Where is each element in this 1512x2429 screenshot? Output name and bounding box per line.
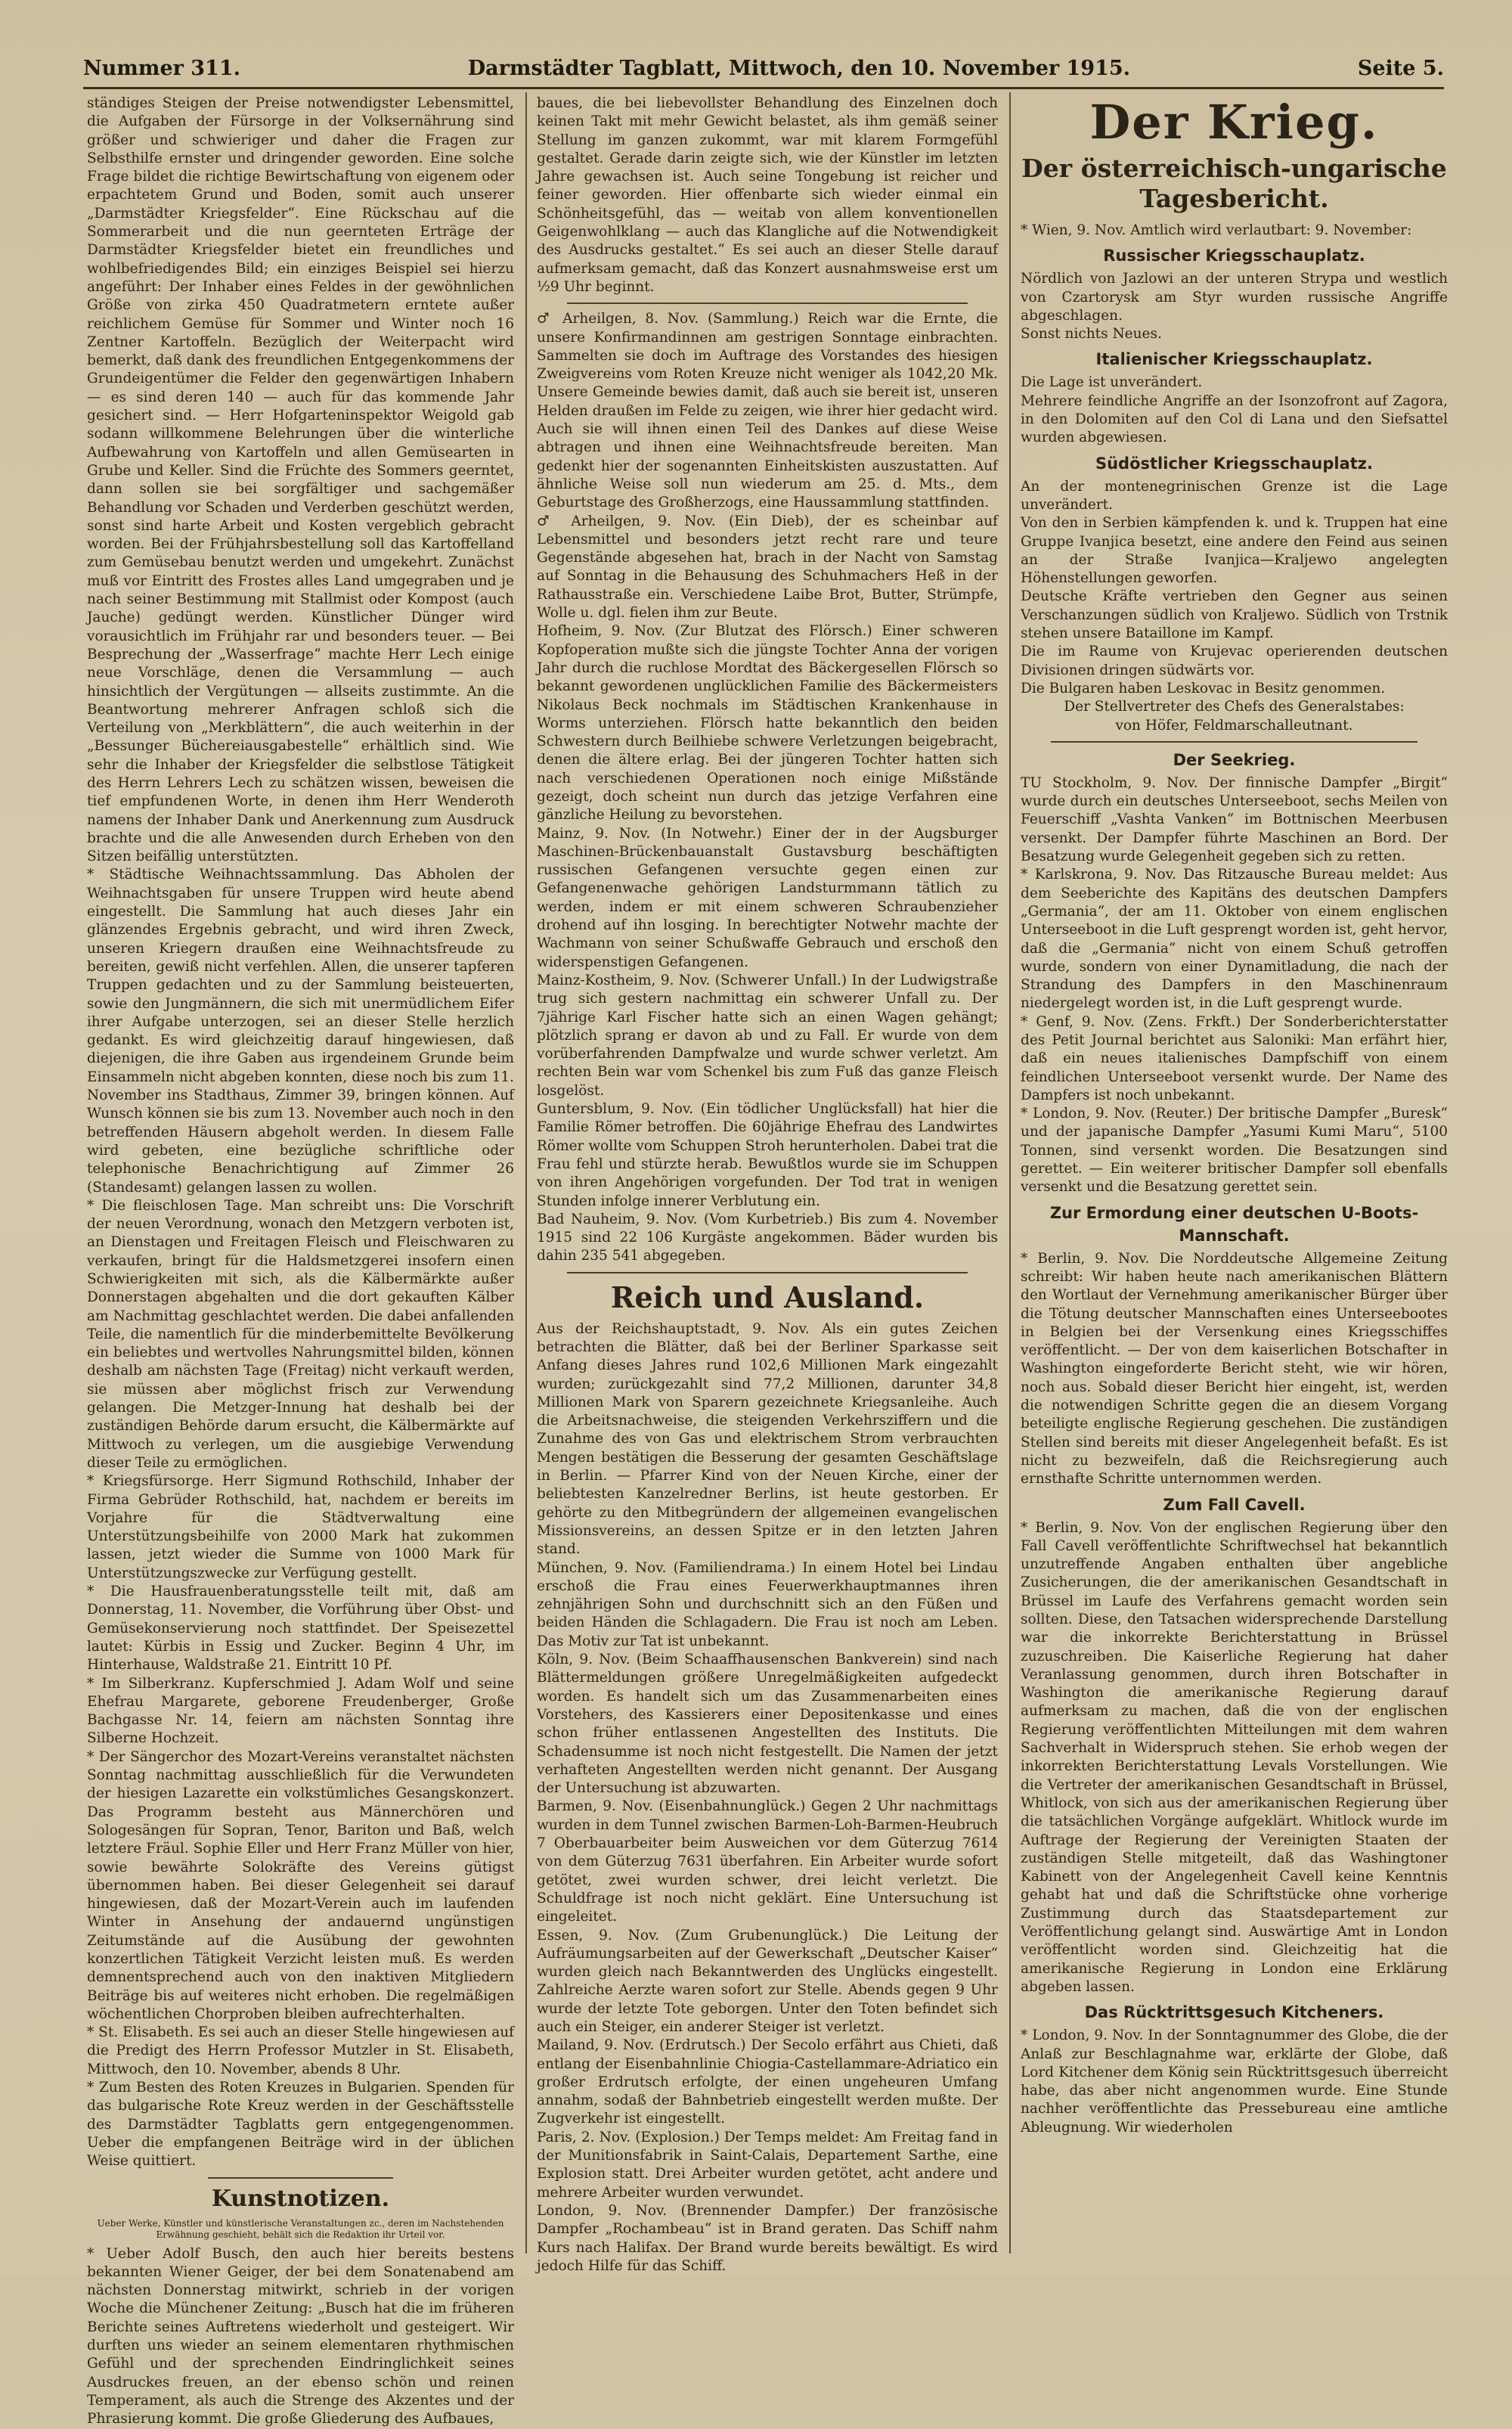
article-weihnachtssammlung: * Städtische Weihnachtssammlung. Das Abholen der Weihnachtsgaben für unsere Truppen wird heute abend eingestellt. Die Sammlung hat auch dieses Jahr ein glänzendes Ergebnis gebracht, und wird ihren Zweck, unseren Kriegern draußen eine Weihnachtsfreude zu bereiten, gewiß nicht verfehlen. Allen, die unserer tapferen Truppen gedachten und zu der Sammlung beisteuerten, sowie den Jungmännern, die sich mit unermüdlichem Eifer ihrer Aufgabe unterzogen, sei an dieser Stelle herzlich gedankt. Es wird gleichzeitig darauf hingewiesen, daß diejenigen, die ihre Gaben aus irgendeinem Grunde beim Einsammeln nicht abgeben konnten, diese noch bis zum 11. November ins Stadthaus, Zimmer 39, bringen können. Auf Wunsch können sie bis zum 13. November auch noch in den betreffenden Häusern abgeholt werden. In diesem Falle wird gebeten, eine bezügliche schriftliche oder telephonische Benachrichtigung auf Zimmer 26 (Standesamt) gelangen lassen zu wollen. [87, 867, 514, 1196]
report-italien-2: Mehrere feindliche Angriffe an der Isonzofront auf Zagora, in den Dolomiten auf den Col di Lana und den Siefsattel wurden abgewiesen. [1021, 392, 1448, 446]
headline-der-krieg: Der Krieg. [1089, 95, 1379, 150]
article-paris: Paris, 2. Nov. (Explosion.) Der Temps meldet: Am Freitag fand in der Munitionsfabrik in Saint-Calais, Departement Sarthe, eine Explosion statt. Drei Arbeiter wurden getötet, acht andere und mehrere Arbeiter wurden verwundet. [537, 2129, 998, 2201]
report-russland: Nördlich von Jazlowi an der unteren Strypa und westlich von Czartorysk am Styr wurden russische Angriffe abgeschlagen. [1021, 271, 1448, 324]
report-intro: * Wien, 9. Nov. Amtlich wird verlautbart: 9. November: [1021, 222, 1412, 238]
article-kitchener: * London, 9. Nov. In der Sonntagnummer des Globe, die der Anlaß zur Beschlagnahme war, erklärte der Globe, daß Lord Kitchener dem König sein Rücktrittsgesuch überreicht habe, das aber nicht angenommen wurde. Eine Stunde nachher veröffentlichte das Pressebureau eine amtliche Ableugnung. Wir wiederholen [1021, 2027, 1448, 2136]
column-rule-2 [1009, 92, 1011, 2254]
article-berlin-norddeutsche: * Berlin, 9. Nov. Die Norddeutsche Allgemeine Zeitung schreibt: Wir haben heute nach amerikanischen Blättern den Wortlaut der Vernehmung amerikanischer Bürger über die Tötung deutscher Mannschaften eines Unterseebootes in Belgien bei der Versenkung eines Kriegsschiffes veröffentlicht. — Der von dem kaiserlichen Botschafter in Washington eingeforderte Bericht steht, wie wir hören, noch aus. Sobald dieser Bericht hier eingeht, ist, werden die notwendigen Schritte gegen die an diesem Vorgang beteiligte englische Regierung geschehen. Die zuständigen Stellen sind bereits mit dieser Angelegenheit befaßt. Es ist nicht zu bezweifeln, daß die Reichsregierung auch ernsthafte Schritte unternommen werden. [1021, 1250, 1448, 1487]
article-karlskrona: * Karlskrona, 9. Nov. Das Ritzausche Bureau meldet: Aus dem Seeberichte des Kapitäns des deutschen Dampfers „Germania“, der am 11. Oktober von einem englischen Unterseeboot in die Luft gesprengt worden ist, geht hervor, daß die „Germania“ nicht von einem Schuß getroffen wurde, sondern von einer Dynamitladung, die nach der Strandung des Dampfers in den Maschinenraum niedergelegt worden ist, in die Luft gesprengt wurde. [1021, 867, 1448, 1012]
article-rotes-kreuz: * Zum Besten des Roten Kreuzes in Bulgarien. Spenden für das bulgarische Rote Kreuz werden in der Geschäftsstelle des Darmstädter Tagblatts gern entgegengenommen. Ueber die empfangenen Beiträge wird in der üblichen Weise quittiert. [87, 2080, 514, 2170]
article-mainz: Mainz, 9. Nov. (In Notwehr.) Einer der in der Augsburger Maschinen-Brückenbauanstalt Gustavsburg beschäftigten russischen Gefangenen versuchte gegen einen zur Gefangenenwache gehörigen Landsturmmann tätlich zu werden, indem er mit einem schweren Schraubenzieher drohend auf ihn losging. In berechtigter Notwehr machte der Wachmann von seiner Schußwaffe Gebrauch und erschoß den widerspenstigen Gefangenen. [537, 825, 998, 970]
signature-line-2: von Höfer, Feldmarschalleutnant. [1115, 717, 1353, 734]
issue-number: Nummer 311. [83, 56, 241, 80]
article-stockholm: TU Stockholm, 9. Nov. Der finnische Dampfer „Birgit“ wurde durch ein deutsches Unterseeboot, sechs Meilen von Feuerschiff „Vashta Vanken“ im Bottnischen Meerbusen versenkt. Der Dampfer führte Maschinen an Bord. Der Besatzung wurde Gelegenheit gegeben sich zu retten. [1021, 774, 1448, 865]
article-essen: Essen, 9. Nov. (Zum Grubenunglück.) Die Leitung der Aufräumungsarbeiten auf der Gewerkschaft „Deutscher Kaiser“ wurden gleich nach Bekanntwerden des Unglücks eingestellt. Zahlreiche Aerzte waren sofort zur Stelle. Abends gegen 9 Uhr wurde der letzte Tote geborgen. Unter den Toten befindet sich auch ein Steiger, ein anderer Steiger ist verletzt. [537, 1927, 998, 2035]
report-suedost: An der montenegrinischen Grenze ist die Lage unverändert. [1021, 478, 1448, 513]
article-hausfrauenberatung: * Die Hausfrauenberatungsstelle teilt mit, daß am Donnerstag, 11. November, die Vorführung über Obst- und Gemüsekonservierung noch stattfindet. Der Speisezettel lautet: Kürbis in Essig und Zucker. Beginn 4 Uhr, im Hinterhause, Waldstraße 21. Eintritt 10 Pf. [87, 1584, 514, 1674]
article-kriegsfelder: ständiges Steigen der Preise notwendigster Lebensmittel, die Aufgaben der Fürsorge in der Volksernährung sind größer und schwieriger und daher die Fragen zur Selbsthilfe ernster und dringender geworden. Eine solche Frage bildet die richtige Bewirtschaftung von eigenem oder erpachtetem Grund und Boden, somit auch unserer „Darmstädter Kriegsfelder“. Eine Rückschau auf die Sommerarbeit und die nun geernteten Erträge der Darmstädter Kriegsfelder bietet ein freundliches und wohlbefriedigendes Bild; ein einziges Beispiel sei hierzu angeführt: Der Inhaber eines Feldes in der gewöhnlichen Größe von zirka 450 Quadratmetern erntete außer reichlichem Gemüse für Sommer und Winter noch 16 Zentner Kartoffeln. Bezüglich der Weiterpacht wird bemerkt, daß dank des freundlichen Entgegenkommens der Grundeigentümer die Felder den gegenwärtigen Inhabern — es sind deren 140 — auch für das kommende Jahr gesichert sind. — Herr Hofgarteninspektor Weigold gab sodann willkommene Belehrungen über die winterliche Aufbewahrung von Kartoffeln und allen Gemüsearten in Grube und Keller. Sind die Früchte des Sommers geerntet, dann sollen sie bei sorgfältiger und sachgemäßer Behandlung vor Schaden und Verderben geschützt werden, sonst sind harte Arbeit und Kosten vergeblich gebracht worden. Bei der Frühjahrsbestellung soll das Kartoffelland zum Gemüsebau benutzt werden und umgekehrt. Zunächst muß vor Eintritt des Frostes alles Land umgegraben und je nach seiner Bestimmung mit Stallmist oder Kompost (auch Jauche) gedüngt werden. Künstlicher Dünger wird vorausichtlich im Frühjahr rar und besonders teuer. — Bei Besprechung der „Wasserfrage“ machte Herr Lech einige neue Vorschläge, denen die Versammlung — auch hinsichtlich der Vergütungen — allseits zustimmte. An die Beantwortung mehrerer Anfragen schloß sich die Verteilung von „Merkblättern“, die auch weiterhin in der „Bessunger Büchereiausgabestelle“ erhältlich sind. Wie sehr die Inhaber der Kriegsfelder die selbstlose Tätigkeit des Herrn Lehrers Lech zu schätzen wissen, beweisen die tief empfundenen Worte, in denen ihm Herr Wenderoth namens der Inhaber Dank und Anerkennung zum Ausdruck brachte und die alle Anwesenden durch Erheben von den Sitzen beifällig unterstützten. [87, 95, 514, 865]
article-adolf-busch: * Ueber Adolf Busch, den auch hier bereits bestens bekannten Wiener Geiger, der bei dem Sonatenabend am nächsten Donnerstag mitwirkt, schrieb in der vorigen Woche die Münchener Zeitung: „Busch hat die im früheren Berichte seines Auftretens wiederholt und gesteigert. Wir durften uns wieder an seinem elementaren rhythmischen Gefühl und der sprechenden Eindringlichkeit seines Ausdruckes freuen, an der ebenso schön und reinen Temperament, als auch die Strenge des Akzentes und der Phrasierung kommt. Die große Gliederung des Aufbaues, [87, 2245, 514, 2427]
heading-ruecktritt-kitchener: Das Rücktrittsgesuch Kitcheners. [1084, 2003, 1384, 2022]
heading-russischer-kriegsschauplatz: Russischer Kriegsschauplatz. [1103, 247, 1365, 265]
article-barmen: Barmen, 9. Nov. (Eisenbahnunglück.) Gegen 2 Uhr nachmittags wurden in dem Tunnel zwischen Barmen-Loh-Barmen-Heubruch 7 Oberbauarbeiter beim Ausweichen vor dem Güterzug 7614 von dem Güterzug 7631 überfahren. Ein Arbeiter wurde sofort getötet, zwei wurden schwer, drei leicht verletzt. Die Schuldfrage ist noch nicht geklärt. Eine Untersuchung ist eingeleitet. [537, 1798, 998, 1925]
heading-italienischer-kriegsschauplatz: Italienischer Kriegsschauplatz. [1095, 350, 1373, 369]
article-cavell: * Berlin, 9. Nov. Von der englischen Regierung über den Fall Cavell veröffentlichte Schriftwechsel hat bekanntlich unzutreffende Angaben enthalten über angebliche Zusicherungen, die der amerikanischen Gesandtschaft in Brüssel im Laufe des Verfahrens gemacht worden sein sollten. Diese, den Tatsachen widersprechende Darstellung war die inkorrekte Berichterstattung in Brüssel zuzuschreiben. Die Kaiserliche Regierung hat daher Veranlassung genommen, durch ihren Botschafter in Washington die amerikanische Regierung darauf aufmerksam zu machen, daß die von der englischen Regierung veröffentlichten Mitteilungen mit dem wahren Sachverhalt in Widerspruch stehen. Sie erhob wegen der inkorrekten Berichterstattung Levals Vorstellungen. Wie die Vertreter der amerikanischen Gesandtschaft in Brüssel, Whitlock, von sich aus der amerikanischen Regierung über die tatsächlichen Vorgänge aufgeklärt. Whitlock wurde im Auftrage der Regierung der Vereinigten Staaten der zuständigen Stelle mitgeteilt, daß das Washingtoner Kabinett von der Angelegenheit Cavell keine Kenntnis gehabt hat und daß die Schriftstücke ohne vorherige Zustimmung durch das Staatsdepartement zur Veröffentlichung gelangt sind. Auswärtige Amt in London veröffentlicht worden sind. Gleichzeitig hat die amerikanische Regierung in London eine Erklärung abgeben lassen. [1021, 1519, 1448, 1995]
article-mailand: Mailand, 9. Nov. (Erdrutsch.) Der Secolo erfährt aus Chieti, daß entlang der Eisenbahnlinie Chiogia-Castellammare-Adriatico ein großer Erdrutsch erfolgte, der einen ungeheuren Umfang annahm, sodaß der Bahnbetrieb eingestellt werden mußte. Der Zugverkehr ist eingestellt. [537, 2037, 998, 2127]
section-divider [567, 1272, 968, 1273]
article-hofheim: Hofheim, 9. Nov. (Zur Blutzat des Flörsch.) Einer schweren Kopfoperation mußte sich die jüngste Tochter Anna der vorigen Jahr durch die ruchlose Mordtat des Bäckergesellen Flörsch so bekannt gewordenen unglücklichen Familie des Bäckermeisters Nikolaus Beck nochmals im Städtischen Krankenhause in Worms unterziehen. Flörsch hatte bekanntlich den beiden Schwestern durch Beilhiebe schwere Verletzungen beigebracht, denen die ältere erlag. Bei der jüngeren Tochter hatten sich nach verschiedenen Operationen noch einige Mißstände gezeigt, doch scheint nun durch das jetzige Verfahren eine gänzliche Heilung zu bevorstehen. [537, 623, 998, 824]
article-muenchen: München, 9. Nov. (Familiendrama.) In einem Hotel bei Lindau erschoß die Frau eines Feuerwerkhauptmannes ihren zehnjährigen Sohn und durchschnitt sich an den Füßen und beiden Händen die Schlagadern. Die Frau ist noch am Leben. Das Motiv zur Tat ist unbekannt. [537, 1559, 998, 1649]
column-rule-1 [525, 92, 527, 2254]
report-russland-2: Sonst nichts Neues. [1021, 326, 1162, 343]
section-divider [1051, 741, 1418, 743]
column-3 [1021, 95, 1448, 2261]
article-st-elisabeth: * St. Elisabeth. Es sei auch an dieser Stelle hingewiesen auf die Predigt des Herrn Professor Mutzler in St. Elisabeth, Mittwoch, den 10. November, abends 8 Uhr. [87, 2024, 514, 2077]
article-arheilgen-dieb: ♂ Arheilgen, 9. Nov. (Ein Dieb), der es scheinbar auf Lebensmittel und besonders jetzt recht rare und teure Gegenstände abgesehen hat, brach in der Nacht von Samstag auf Sonntag in die Behausung des Schuhmachers Heß in der Rathausstraße ein. Verschiedene Laibe Brot, Butter, Strümpfe, Wolle u. dgl. fielen ihm zur Beute. [537, 513, 998, 622]
heading-suedoestlicher-kriegsschauplatz: Südöstlicher Kriegsschauplatz. [1095, 454, 1374, 473]
report-suedost-5: Die Bulgaren haben Leskovac in Besitz genommen. [1021, 680, 1386, 696]
page-number: Seite 5. [1357, 56, 1444, 80]
report-suedost-4: Die im Raume von Krujevac operierenden deutschen Divisionen dringen südwärts vor. [1021, 644, 1448, 678]
article-bad-nauheim: Bad Nauheim, 9. Nov. (Vom Kurbetrieb.) Bis zum 4. November 1915 sind 22 106 Kurgäste angekommen. Bäder wurden bis dahin 235 541 abgegeben. [537, 1211, 998, 1264]
article-mainz-kostheim: Mainz-Kostheim, 9. Nov. (Schwerer Unfall.) In der Ludwigstraße trug sich gestern nachmittag ein schwerer Unfall zu. Der 7jährige Karl Fischer hatte sich an einen Wagen gehängt; plötzlich sprang er davon ab und zu Fall. Er wurde von dem vorüberfahrenden Dampfwalze und wurde schwer verletzt. Am rechten Bein war vom Schenkel bis zum Fuß das ganze Fleisch losgelöst. [537, 972, 998, 1099]
article-koeln: Köln, 9. Nov. (Beim Schaaffhausenschen Bankverein) sind nach Blättermeldungen größere Unregelmäßigkeiten aufgedeckt worden. Es handelt sich um das Zusammenarbeiten eines Vorstehers, des Kassierers einer Depositenkasse und eines schon früher entlassenen Angestellten des Instituts. Die Schadensumme ist noch nicht festgestellt. Die Namen der jetzt verhafteten Angestellten werden nicht genannt. Der Ausgang der Untersuchung ist abzuwarten. [537, 1652, 998, 1797]
article-guntersblum: Guntersblum, 9. Nov. (Ein tödlicher Unglücksfall) hat hier die Familie Römer betroffen. Die 60jährige Ehefrau des Landwirtes Römer wollte vom Schuppen Stroh herunterholen. Dabei trat die Frau fehl und stürzte herab. Bewußtlos wurde sie im Schuppen von ihren Angehörigen vorgefunden. Der Tod trat in wenigen Stunden infolge innerer Verblutung ein. [537, 1101, 998, 1209]
article-fleischlose-tage: * Die fleischlosen Tage. Man schreibt uns: Die Vorschrift der neuen Verordnung, wonach den Metzgern verboten ist, an Dienstagen und Freitagen Fleisch und Fleischwaren zu verkaufen, bringt für die Haldsmetzgerei insofern einen Schwierigkeiten mit sich, als die Kälbermärkte außer Donnerstagen abgehalten und die dort gekauften Kälber am Nachmittag geschlachtet werden. Die dabei anfallenden Teile, die namentlich für die minderbemittelte Bevölkerung ein beliebtes und wertvolles Nahrungsmittel bilden, können deshalb am nächsten Tage (Freitag) nicht verkauft werden, sie müssen aber möglichst frisch zur Verwendung gelangen. Die Metzger-Innung hat deshalb bei der zuständigen Behörde darum ersucht, die Kälbermärkte auf Mittwoch zu verlegen, um die ausgiebige Verwendung dieser Teile zu ermöglichen. [87, 1197, 514, 1471]
article-genf: * Genf, 9. Nov. (Zens. Frkft.) Der Sonderberichterstatter des Petit Journal berichtet aus Saloniki: Man erfährt hier, daß ein neues italienisches Dampfschiff von einem feindlichen Unterseeboot versenkt wurde. Der Name des Dampfers ist noch unbekannt. [1021, 1013, 1448, 1103]
column-1 [87, 95, 514, 2427]
header-rule [83, 87, 1444, 89]
section-heading-reich-ausland: Reich und Ausland. [610, 1280, 925, 1314]
heading-ermordung-u-boot: Zur Ermordung einer deutschen U-Boots-Mannschaft. [1049, 1203, 1419, 1245]
subheadline-tagesbericht: Der österreichisch-ungarische Tagesbericht. [1021, 154, 1447, 213]
article-saengerchor: * Der Sängerchor des Mozart-Vereins veranstaltet nächsten Sonntag nachmittag ausschließlich für die Verwundeten der hiesigen Lazarette ein volkstümliches Gesangskonzert. Das Programm besteht aus Männerchören und Sologesängen für Sopran, Tenor, Bariton und Baß, welch letztere Fräul. Sophie Eller und Herr Franz Müller von hier, sowie bewährte Solokräfte des Vereins gütigst übernommen haben. Bei dieser Gelegenheit sei darauf hingewiesen, daß der Mozart-Verein auch im laufenden Winter in Ansehung der andauernd ungünstigen Zeitumstände auf die Ausübung der gewohnten konzertlichen Tätigkeit Verzicht leisten muß. Es werden demnentsprechend auch von den inaktiven Mitgliedern Beiträge bis auf weiteres nicht erhoben. Die regelmäßigen wöchentlichen Chorproben bleiben aufrechterhalten. [87, 1748, 514, 2022]
article-kriegsfuersorge: * Kriegsfürsorge. Herr Sigmund Rothschild, Inhaber der Firma Gebrüder Rothschild, hat, nachdem er bereits im Vorjahre für die Städtverwaltung eine Unterstützungsbeihilfe von 2000 Mark hat zukommen lassen, jetzt wieder die Summe von 1000 Mark für Unterstützungszwecke zur Verfügung gestellt. [87, 1473, 514, 1581]
article-reichshauptstadt: Aus der Reichshauptstadt, 9. Nov. Als ein gutes Zeichen betrachten die Blätter, daß bei der Berliner Sparkasse seit Anfang dieses Jahres rund 102,6 Millionen Mark eingezahlt wurden; zurückgezahlt sind 77,2 Millionen, darunter 34,8 Millionen Mark von Sparern gezeichnete Kriegsanleihe. Auch die Arbeitsnachweise, die steigenden Verkehrsziffern und die Zunahme des von Gas und elektrischem Strom verbrauchten Mengen bestätigen die Besserung der gesamten Geschäftslage in Berlin. — Pfarrer Kind von der Neuen Kirche, einer der beliebtesten Kanzelredner Berlins, ist heute gestorben. Er gehörte zu den Mitbegründern der allgemeinen evangelischen Missionsvereins, an dessen Spitze er in den letzten Jahren stand. [537, 1320, 998, 1558]
report-suedost-3: Deutsche Kräfte vertrieben den Gegner aus seinen Verschanzungen südlich von Kraljewo. Südlich von Trstnik stehen unsere Bataillone im Kampf. [1021, 588, 1448, 642]
article-arheilgen-sammlung: ♂ Arheilgen, 8. Nov. (Sammlung.) Reich war die Ernte, die unsere Konfirmandinnen am gestrigen Sonntage einbrachten. Sammelten sie doch im Auftrage des Vorstandes des hiesigen Zweigvereins vom Roten Kreuze nicht weniger als 1042,20 Mk. Unsere Gemeinde bewies damit, daß auch sie bereit ist, unseren Helden draußen im Felde zu zeigen, wie ihrer hier gedacht wird. Auch sie will ihnen einen Teil des Dankes auf diese Weise abtragen und ihnen eine Weihnachtsfreude bereiten. Man gedenkt hier der sogenannten Einheitskisten auszustatten. Auf ähnliche Weise soll nun wiederum am 25. d. Mts., dem Geburtstage des Großherzogs, eine Haussammlung stattfinden. [537, 311, 998, 511]
signature-line-1: Der Stellvertreter des Chefs des Generalstabes: [1064, 699, 1405, 715]
article-silberkranz: * Im Silberkranz. Kupferschmied J. Adam Wolf und seine Ehefrau Margarete, geborene Freudenberger, Große Bachgasse Nr. 14, feiern am nächsten Sonntag ihre Silberne Hochzeit. [87, 1675, 514, 1747]
masthead-title: Darmstädter Tagblatt, Mittwoch, den 10. November 1915. [467, 56, 1131, 80]
article-london-reuter: * London, 9. Nov. (Reuter.) Der britische Dampfer „Buresk“ und der japanische Dampfer „Yasumi Kumi Maru“, 5100 Tonnen, sind versenkt worden. Die Besatzungen sind gerettet. — Ein weiterer britischer Dampfer soll ebenfalls versenkt und die Besatzung gerettet sein. [1021, 1106, 1448, 1196]
section-divider [208, 2177, 393, 2179]
kunst-disclaimer: Ueber Werke, Künstler und künstlerische Veranstaltungen zc., deren im Nachstehenden Erwähnung geschieht, behält sich die Redaktion ihr Urteil vor. [97, 2217, 504, 2240]
section-divider [567, 302, 968, 304]
report-italien: Die Lage ist unverändert. [1021, 374, 1203, 391]
article-london-dampfer: London, 9. Nov. (Brennender Dampfer.) Der französische Dampfer „Rochambeau“ ist in Brand geraten. Das Schiff nahm Kurs nach Halifax. Der Brand wurde bereits bewältigt. Es wird jedoch Hilfe für das Schiff. [537, 2202, 998, 2274]
page-header [83, 53, 1444, 83]
column-2 [537, 95, 998, 2274]
report-suedost-2: Von den in Serbien kämpfenden k. und k. Truppen hat eine Gruppe Ivanjica besetzt, eine andere den Feind aus seinen an der Straße Ivanjica—Kraljewo angelegten Höhenstellungen geworfen. [1021, 515, 1448, 587]
section-heading-kunstnotizen: Kunstnotizen. [211, 2185, 390, 2212]
heading-seekrieg: Der Seekrieg. [1173, 750, 1296, 769]
article-busch-continued: baues, die bei liebevollster Behandlung des Einzelnen doch keinen Takt mit mehr Gewicht belastet, als ihm gemäß seiner Stellung im ganzen zukommt, war mit klarem Formgefühl gestaltet. Gerade darin zeigte sich, wie der Künstler im letzten Jahre gewachsen ist. Auch seine Tongebung ist reicher und feiner geworden. Hier offenbarte sich wieder einmal ein Schönheitsgefühl, das — weitab von allem konventionellen Geigenwohlklang — auch das Klangliche auf die Notwendigkeit des Ausdrucks gestaltet.“ Es sei auch an dieser Stelle darauf aufmerksam gemacht, daß das Konzert ausnahmsweise erst um ½9 Uhr beginnt. [537, 95, 998, 295]
heading-fall-cavell: Zum Fall Cavell. [1163, 1495, 1306, 1514]
